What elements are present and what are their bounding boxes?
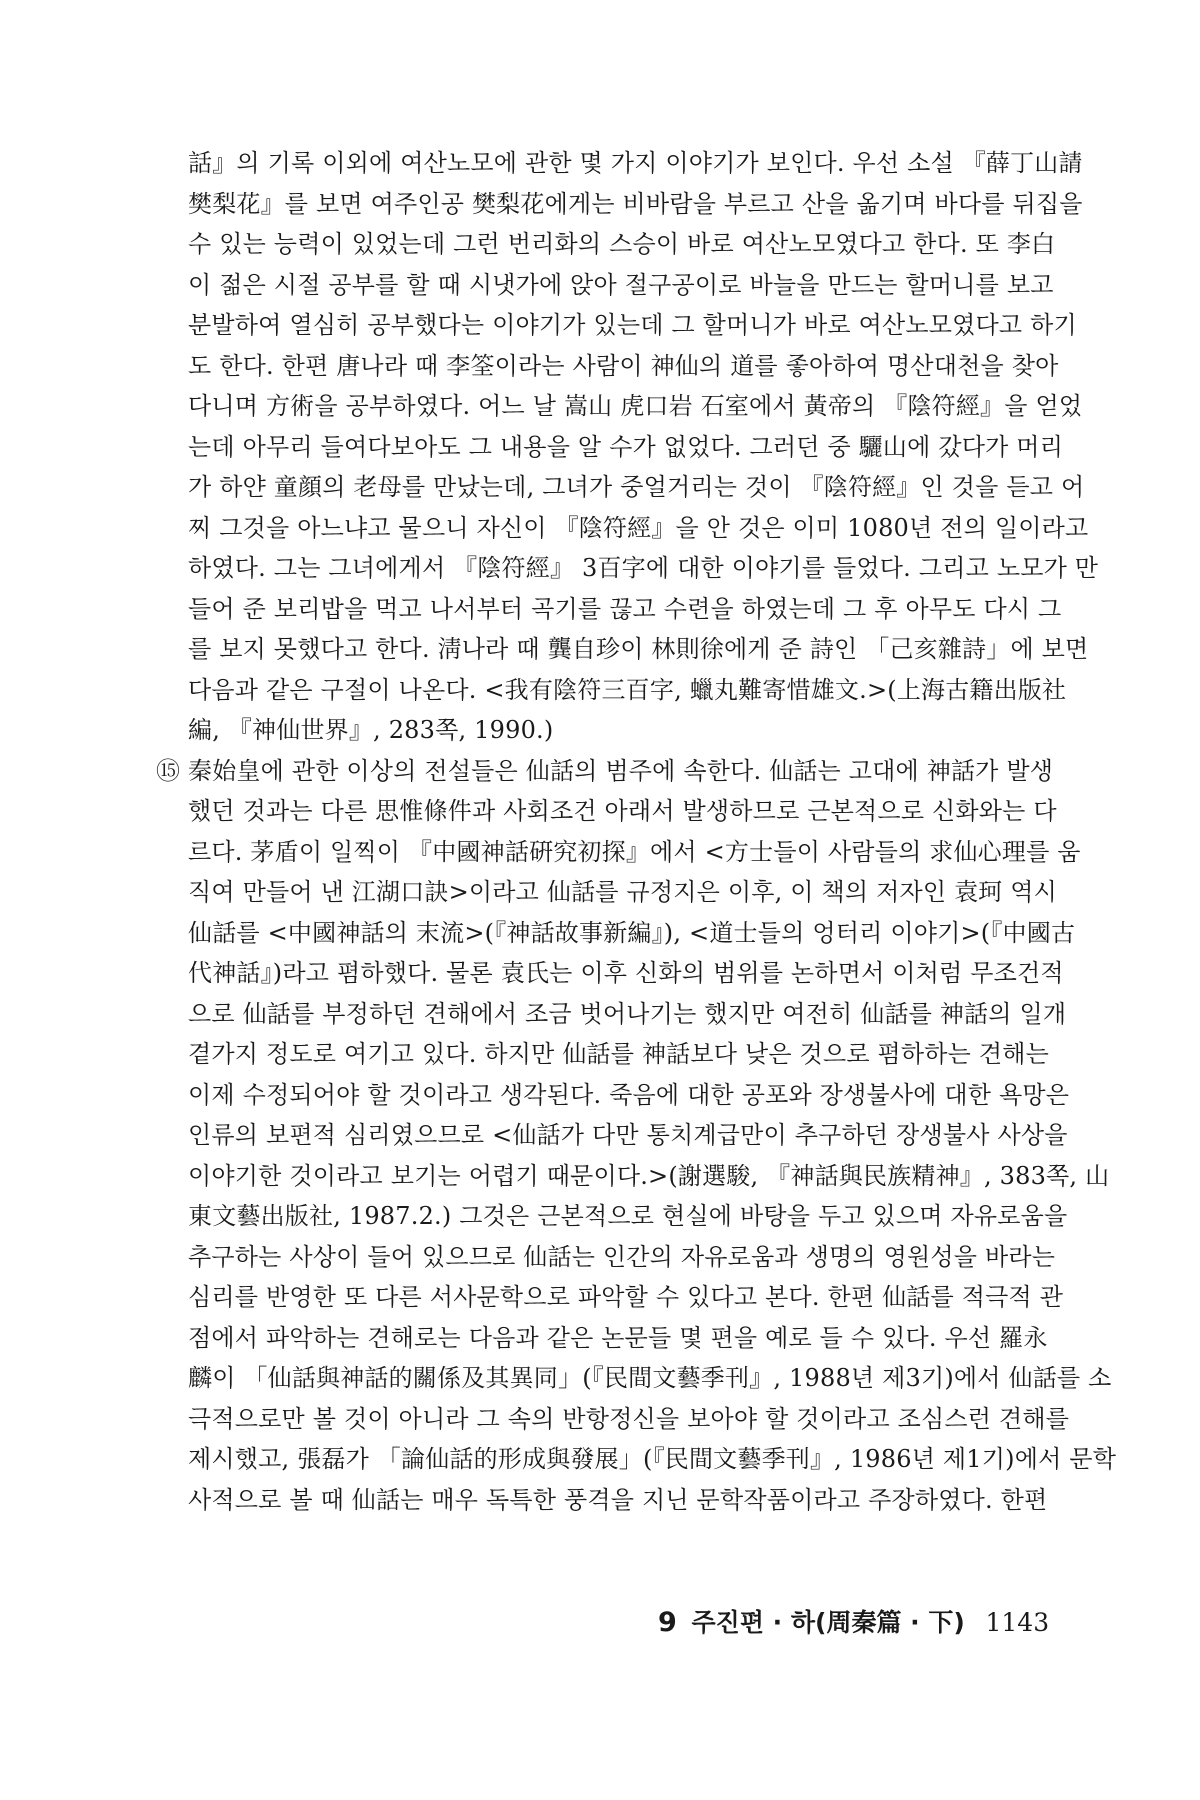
footnote-number: ⑮ xyxy=(156,756,181,785)
text-line: 도 한다. 한편 唐나라 때 李筌이라는 사람이 神仙의 道를 좋아하여 명산대천을 찾아 xyxy=(188,351,1059,380)
footnote-line: 麟이 「仙話與神話的關係及其異同」(『民間文藝季刊』, 1988년 제3기)에서 仙話를 소 xyxy=(188,1364,1112,1392)
text-line: 다음과 같은 구절이 나온다. <我有陰符三百字, 蠟丸難寄惜雄文.>(上海古籍出版社 xyxy=(188,675,1067,704)
footnote-line: 이야기한 것이라고 보기는 어렵기 때문이다.>(謝選駿, 『神話與民族精神』, 383쪽, 山 xyxy=(188,1161,1110,1190)
chapter-number: 9 xyxy=(658,1607,677,1638)
page-number: 1143 xyxy=(985,1608,1050,1637)
footnote-line: 사적으로 볼 때 仙話는 매우 독특한 풍격을 지닌 문학작품이라고 주장하였다. 한편 xyxy=(188,1485,1048,1514)
text-line: 는데 아무리 들여다보아도 그 내용을 알 수가 없었다. 그러던 중 驪山에 갔다가 머리 xyxy=(188,432,1064,461)
footnote-line: 제시했고, 張磊가 「論仙話的形成與發展」(『民間文藝季刊』, 1986년 제1기)에서 문학 xyxy=(188,1445,1117,1473)
text-line: 이 젊은 시절 공부를 할 때 시냇가에 앉아 절구공이로 바늘을 만드는 할머니를 보고 xyxy=(188,270,1054,299)
footnote-line: 심리를 반영한 또 다른 서사문학으로 파악할 수 있다고 본다. 한편 仙話를 적극적 관 xyxy=(188,1283,1064,1311)
text-line: 수 있는 능력이 있었는데 그런 번리화의 스승이 바로 여산노모였다고 한다. 또 李白 xyxy=(188,230,1056,258)
footnote-line: 代神話』)라고 폄하했다. 물론 袁氏는 이후 신화의 범위를 논하면서 이처럼 무조건적 xyxy=(188,959,1064,987)
text-line: 분발하여 열심히 공부했다는 이야기가 있는데 그 할머니가 바로 여산노모였다고 하기 xyxy=(188,311,1077,339)
footnote-text: 秦始皇에 관한 이상의 전설들은 仙話의 범주에 속한다. 仙話는 고대에 神話가 발생 xyxy=(188,756,1054,785)
text-line: 編, 『神仙世界』, 283쪽, 1990.) xyxy=(188,716,554,744)
footnote-line: 東文藝出版社, 1987.2.) 그것은 근본적으로 현실에 바탕을 두고 있으며 자유로움을 xyxy=(188,1202,1068,1230)
footnote-line: 점에서 파악하는 견해로는 다음과 같은 논문들 몇 편을 예로 들 수 있다. 우선 羅永 xyxy=(188,1323,1048,1352)
footnote-line: 극적으로만 볼 것이 아니라 그 속의 반항정신을 보아야 할 것이라고 조심스런 견해를 xyxy=(188,1404,1070,1433)
footnote-line: 직여 만들어 낸 江湖口訣>이라고 仙話를 규정지은 이후, 이 책의 저자인 袁珂 역시 xyxy=(188,878,1058,906)
footnote-line: 추구하는 사상이 들어 있으므로 仙話는 인간의 자유로움과 생명의 영원성을 바라는 xyxy=(188,1242,1056,1271)
footnote-first-line xyxy=(156,751,1054,792)
footnote-line: 仙話를 <中國神話의 末流>(『神話故事新編』), <道士들의 엉터리 이야기>(『中國古 xyxy=(188,918,1076,947)
text-line: 하였다. 그는 그녀에게서 『陰符經』 3百字에 대한 이야기를 들었다. 그리고 노모가 만 xyxy=(188,554,1099,582)
body-text xyxy=(156,143,1117,1520)
text-line: 다니며 方術을 공부하였다. 어느 날 嵩山 虎口岩 石室에서 黃帝의 『陰符經』을 얻었 xyxy=(188,392,1083,420)
text-line: 樊梨花』를 보면 여주인공 樊梨花에게는 비바람을 부르고 산을 옮기며 바다를 뒤집을 xyxy=(188,189,1083,218)
footnote-line: 곁가지 정도로 여기고 있다. 하지만 仙話를 神話보다 낮은 것으로 폄하하는 견해는 xyxy=(188,1040,1050,1068)
text-line: 찌 그것을 아느냐고 물으니 자신이 『陰符經』을 안 것은 이미 1080년 전의 일이라고 xyxy=(188,513,1089,542)
footnote-line: 으로 仙話를 부정하던 견해에서 조금 벗어나기는 했지만 여전히 仙話를 神話의 일개 xyxy=(188,999,1067,1028)
footnote-line: 인류의 보편적 심리였으므로 <仙話가 다만 통치계급만이 추구하던 장생불사 사상을 xyxy=(188,1121,1068,1149)
chapter-title: 주진편 · 하(周秦篇 · 下) xyxy=(691,1608,965,1637)
footnote-line: 르다. 茅盾이 일찍이 『中國神話硏究初探』에서 <方士들이 사람들의 求仙心理를 움 xyxy=(188,837,1081,866)
footnote-line: 이제 수정되어야 할 것이라고 생각된다. 죽음에 대한 공포와 장생불사에 대한 욕망은 xyxy=(188,1080,1070,1109)
text-line: 가 하얀 童顔의 老母를 만났는데, 그녀가 중얼거리는 것이 『陰符經』인 것을 듣고 어 xyxy=(188,473,1085,501)
text-line: 들어 준 보리밥을 먹고 나서부터 곡기를 끊고 수련을 하였는데 그 후 아무도 다시 그 xyxy=(188,594,1062,623)
text-line: 話』의 기록 이외에 여산노모에 관한 몇 가지 이야기가 보인다. 우선 소설 『薛丁山請 xyxy=(188,149,1083,177)
page-footer xyxy=(658,1603,1049,1639)
text-line: 를 보지 못했다고 한다. 淸나라 때 龔自珍이 林則徐에게 준 詩인 「己亥雜詩」에 보면 xyxy=(188,635,1089,663)
footnote-line: 했던 것과는 다른 思惟條件과 사회조건 아래서 발생하므로 근본적으로 신화와는 다 xyxy=(188,797,1057,825)
